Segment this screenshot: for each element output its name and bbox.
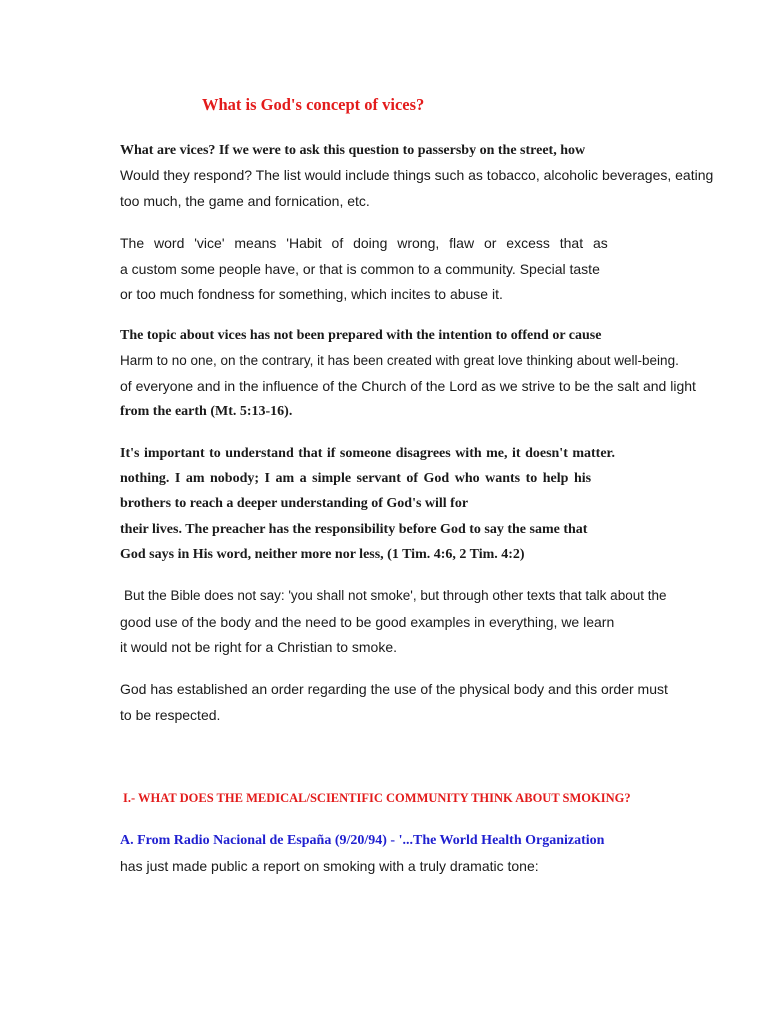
p4-line-1: It's important to understand that if someone disagrees with me, it doesn't matter.	[120, 446, 615, 461]
subsection-a-heading: A. From Radio Nacional de España (9/20/94) - '...The World Health Organization	[120, 833, 605, 848]
p1-line-2: Would they respond? The list would include things such as tobacco, alcoholic beverages, eating	[120, 167, 714, 183]
p2-line-1: The word 'vice' means 'Habit of doing wrong, flaw or excess that as	[120, 235, 608, 251]
p4-line-2: nothing. I am nobody; I am a simple servant of God who wants to help his	[120, 471, 592, 486]
p5-line-2: good use of the body and the need to be good examples in everything, we learn	[120, 614, 615, 630]
p6-line-1: God has established an order regarding the use of the physical body and this order must	[120, 681, 668, 697]
p5-line-3: it would not be right for a Christian to smoke.	[120, 639, 398, 655]
p2-line-2: a custom some people have, or that is common to a community. Special taste	[120, 261, 600, 277]
p6-line-2: to be respected.	[120, 707, 221, 723]
p3-line-1: The topic about vices has not been prepared with the intention to offend or cause	[120, 328, 602, 343]
p1-line-1: What are vices? If we were to ask this question to passersby on the street, how	[120, 143, 586, 158]
p5-line-1: But the Bible does not say: 'you shall not smoke', but through other texts that talk about the	[124, 588, 667, 603]
p4-line-4: their lives. The preacher has the responsibility before God to say the same that	[120, 522, 588, 537]
section-1-heading: I.- WHAT DOES THE MEDICAL/SCIENTIFIC COMMUNITY THINK ABOUT SMOKING?	[123, 791, 631, 805]
document-title: What is God's concept of vices?	[202, 95, 425, 114]
p3-line-4: from the earth (Mt. 5:13-16).	[120, 404, 293, 419]
p4-line-3: brothers to reach a deeper understanding of God's will for	[120, 496, 469, 511]
p1-line-3: too much, the game and fornication, etc.	[120, 193, 370, 209]
p3-line-3: of everyone and in the influence of the Church of the Lord as we strive to be the salt and light	[120, 378, 696, 394]
p4-line-5: God says in His word, neither more nor less, (1 Tim. 4:6, 2 Tim. 4:2)	[120, 547, 525, 562]
p3-line-2: Harm to no one, on the contrary, it has been created with great love thinking about well-being.	[120, 353, 679, 368]
subsection-a-text: has just made public a report on smoking with a truly dramatic tone:	[120, 858, 539, 874]
p2-line-3: or too much fondness for something, which incites to abuse it.	[120, 286, 503, 302]
